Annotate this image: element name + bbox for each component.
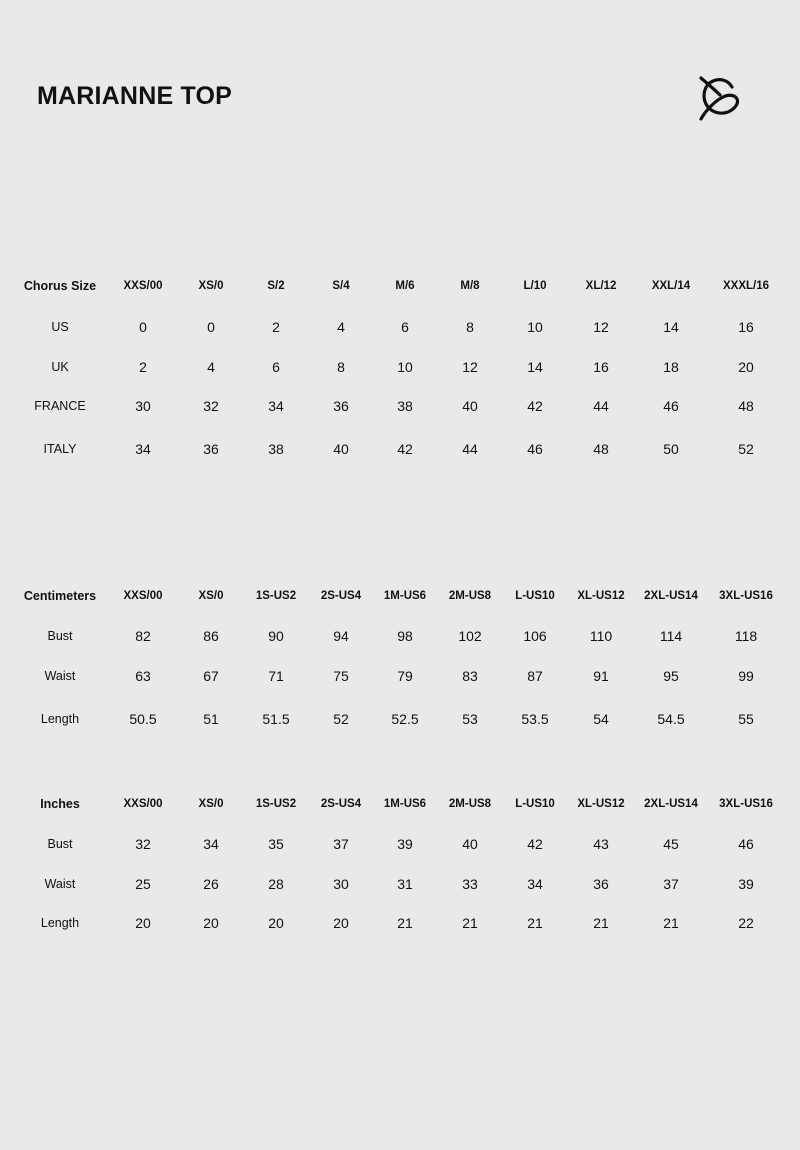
table-cell: 51 [203,711,219,727]
table-cell: 18 [663,359,679,375]
table-cell: 63 [135,668,151,684]
table-cell: 37 [663,876,679,892]
table-cell: 83 [462,668,478,684]
table-cell: 21 [462,915,478,931]
table-cell: 79 [397,668,413,684]
page-title: MARIANNE TOP [37,82,233,110]
table-cell: 53 [462,711,478,727]
table-cell: 106 [523,628,547,644]
row-label: FRANCE [34,399,86,413]
column-header: 2S-US4 [320,798,362,810]
table-cell: 36 [593,876,609,892]
table-cell: 98 [397,628,413,644]
table-cell: 37 [333,836,349,852]
column-header: XXL/14 [651,280,691,292]
table-cell: 110 [589,628,613,644]
table-cell: 40 [333,441,349,457]
table-cell: 38 [397,398,413,414]
table-cell: 2 [139,359,147,375]
table-cell: 6 [272,359,280,375]
table-cell: 10 [527,319,543,335]
table-cell: 39 [738,876,754,892]
column-header: S/2 [267,280,285,292]
table-cell: 31 [397,876,413,892]
table-cell: 38 [268,441,284,457]
table-cell: 35 [268,836,284,852]
table-cell: 52 [333,711,349,727]
column-header: 3XL-US16 [719,798,773,810]
table-cell: 12 [462,359,478,375]
table-cell: 30 [333,876,349,892]
column-header: M/8 [460,280,480,292]
table-cell: 46 [527,441,543,457]
row-label: Waist [44,877,76,891]
row-label: Bust [47,837,73,851]
table-cell: 32 [135,836,151,852]
table-cell: 91 [593,668,609,684]
table-cell: 94 [333,628,349,644]
table-cell: 36 [203,441,219,457]
column-header: L/10 [523,280,547,292]
row-label: US [51,320,69,334]
column-header: XXS/00 [123,590,163,602]
table-cell: 44 [462,441,478,457]
table-row [0,913,800,933]
table-cell: 0 [207,319,215,335]
table-cell: 20 [738,359,754,375]
table-header-row [0,794,800,814]
column-header: XL/12 [585,280,617,292]
table-cell: 14 [527,359,543,375]
table-header-label: Inches [40,797,80,811]
table-cell: 48 [593,441,609,457]
table-cell: 67 [203,668,219,684]
table-cell: 42 [397,441,413,457]
table-cell: 21 [527,915,543,931]
table-cell: 118 [734,628,758,644]
column-header: 3XL-US16 [719,590,773,602]
table-cell: 42 [527,836,543,852]
column-header: XS/0 [198,280,224,292]
table-cell: 43 [593,836,609,852]
table-cell: 51.5 [262,711,290,727]
column-header: M/6 [395,280,415,292]
table-cell: 6 [401,319,409,335]
table-cell: 54.5 [657,711,685,727]
table-cell: 71 [268,668,284,684]
table-cell: 53.5 [521,711,549,727]
table-row [0,357,800,377]
table-header-label: Chorus Size [23,279,97,293]
row-label: ITALY [43,442,77,456]
table-row [0,439,800,459]
column-header: L-US10 [515,590,555,602]
table-header-row [0,586,800,606]
column-header: XS/0 [198,798,224,810]
table-cell: 4 [207,359,215,375]
column-header: XS/0 [198,590,224,602]
table-header-row [0,276,800,296]
row-label: Waist [44,669,76,683]
table-cell: 0 [139,319,147,335]
table-cell: 52 [738,441,754,457]
table-cell: 26 [203,876,219,892]
table-cell: 33 [462,876,478,892]
table-cell: 46 [663,398,679,414]
table-cell: 40 [462,398,478,414]
table-row [0,626,800,646]
table-cell: 87 [527,668,543,684]
table-row [0,874,800,894]
table-cell: 39 [397,836,413,852]
table-cell: 90 [268,628,284,644]
table-cell: 21 [593,915,609,931]
table-cell: 46 [738,836,754,852]
row-label: Length [40,712,80,726]
table-cell: 36 [333,398,349,414]
table-cell: 48 [738,398,754,414]
table-cell: 20 [135,915,151,931]
table-row [0,317,800,337]
table-cell: 52.5 [391,711,419,727]
table-cell: 86 [203,628,219,644]
table-row [0,709,800,729]
table-row [0,834,800,854]
table-cell: 102 [458,628,482,644]
table-cell: 99 [738,668,754,684]
table-cell: 20 [203,915,219,931]
row-label: Bust [47,629,73,643]
table-cell: 82 [135,628,151,644]
column-header: 2S-US4 [320,590,362,602]
column-header: 2XL-US14 [644,590,698,602]
row-label: UK [51,360,69,374]
table-cell: 12 [593,319,609,335]
column-header: S/4 [332,280,350,292]
table-cell: 28 [268,876,284,892]
table-row [0,666,800,686]
table-cell: 10 [397,359,413,375]
column-header: 1M-US6 [383,590,427,602]
column-header: XL-US12 [577,590,625,602]
table-cell: 25 [135,876,151,892]
table-cell: 32 [203,398,219,414]
column-header: XXXL/16 [722,280,770,292]
table-cell: 95 [663,668,679,684]
table-cell: 55 [738,711,754,727]
column-header: 2M-US8 [448,798,492,810]
table-cell: 54 [593,711,609,727]
table-cell: 20 [333,915,349,931]
table-cell: 44 [593,398,609,414]
column-header: 2XL-US14 [644,798,698,810]
column-header: 1S-US2 [255,798,297,810]
table-cell: 2 [272,319,280,335]
chorus-logo-icon [698,74,742,122]
table-cell: 114 [659,628,683,644]
table-cell: 16 [593,359,609,375]
column-header: 1S-US2 [255,590,297,602]
table-cell: 34 [203,836,219,852]
table-cell: 14 [663,319,679,335]
table-cell: 42 [527,398,543,414]
column-header: L-US10 [515,798,555,810]
table-cell: 21 [397,915,413,931]
table-cell: 40 [462,836,478,852]
column-header: 1M-US6 [383,798,427,810]
table-cell: 4 [337,319,345,335]
table-cell: 8 [337,359,345,375]
table-cell: 8 [466,319,474,335]
table-row [0,396,800,416]
table-cell: 16 [738,319,754,335]
table-cell: 34 [135,441,151,457]
row-label: Length [40,916,80,930]
table-header-label: Centimeters [23,589,97,603]
column-header: XL-US12 [577,798,625,810]
column-header: 2M-US8 [448,590,492,602]
table-cell: 50 [663,441,679,457]
table-cell: 22 [738,915,754,931]
table-cell: 34 [268,398,284,414]
column-header: XXS/00 [123,280,163,292]
table-cell: 21 [663,915,679,931]
table-cell: 30 [135,398,151,414]
table-cell: 20 [268,915,284,931]
table-cell: 50.5 [129,711,157,727]
table-cell: 75 [333,668,349,684]
table-cell: 45 [663,836,679,852]
column-header: XXS/00 [123,798,163,810]
table-cell: 34 [527,876,543,892]
